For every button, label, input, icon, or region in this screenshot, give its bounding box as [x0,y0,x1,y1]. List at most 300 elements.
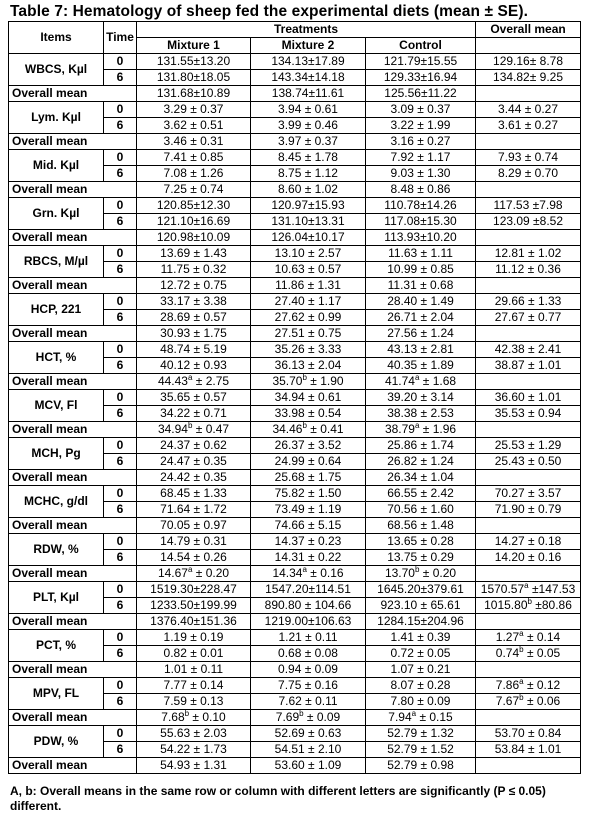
value-cell: 40.12 ± 0.93 [137,358,251,374]
overall-mean-value: 25.68 ± 1.75 [251,470,366,486]
table-row [9,54,581,70]
time-cell: 0 [104,630,137,646]
value-main: 14.34 [272,566,303,580]
value-cell: 3.62 ± 0.51 [137,118,251,134]
overall-mean-label: Overall mean [9,374,137,390]
overall-mean-row [9,470,581,486]
table-row [9,534,581,550]
value-cell: 143.34±14.18 [251,70,366,86]
overall-mean-value: 120.98±10.09 [137,230,251,246]
value-cell: 28.40 ± 1.49 [366,294,476,310]
overall-mean-cell [476,646,581,662]
time-cell: 0 [104,246,137,262]
value-se: ± 0.20 [419,566,457,580]
overall-mean-value: 1376.40±151.36 [137,614,251,630]
value-cell: 8.45 ± 1.78 [251,150,366,166]
value-main: 1570.57 [480,582,525,596]
value-cell: 131.55±13.20 [137,54,251,70]
overall-mean-value: 53.60 ± 1.09 [251,758,366,774]
value-cell: 34.94 ± 0.61 [251,390,366,406]
value-cell: 14.31 ± 0.22 [251,550,366,566]
header-control: Control [366,38,476,54]
value-se: ± 0.14 [523,630,561,644]
header-mixture-1: Mixture 1 [137,38,251,54]
value-cell: 70.56 ± 1.60 [366,502,476,518]
value-cell: 25.86 ± 1.74 [366,438,476,454]
overall-mean-row [9,326,581,342]
overall-mean-row [9,758,581,774]
overall-mean-value: 3.16 ± 0.27 [366,134,476,150]
table-row [9,438,581,454]
overall-mean-label: Overall mean [9,566,137,582]
significance-letter: a [414,373,420,382]
value-cell: 110.78±14.26 [366,198,476,214]
overall-mean-value: 24.42 ± 0.35 [137,470,251,486]
overall-mean-cell: 14.27 ± 0.18 [476,534,581,550]
overall-mean-cell: 38.87 ± 1.01 [476,358,581,374]
time-cell: 0 [104,390,137,406]
overall-mean-value: 3.97 ± 0.37 [251,134,366,150]
overall-mean-value: 27.51 ± 0.75 [251,326,366,342]
overall-mean-label: Overall mean [9,230,137,246]
empty-cell [476,662,581,678]
time-cell: 0 [104,438,137,454]
table-row [9,390,581,406]
value-cell: 28.69 ± 0.57 [137,310,251,326]
significance-letter: b [299,709,304,718]
empty-cell [476,614,581,630]
value-main: 38.79 [384,422,415,436]
overall-mean-row [9,134,581,150]
value-cell: 7.80 ± 0.09 [366,694,476,710]
overall-mean-cell: 3.61 ± 0.27 [476,118,581,134]
value-cell: 3.09 ± 0.37 [366,102,476,118]
value-cell: 7.59 ± 0.13 [137,694,251,710]
table-row [9,582,581,598]
value-se: ±80.86 [531,598,572,612]
overall-mean-value [366,710,476,726]
empty-cell [476,758,581,774]
value-main: 7.94 [388,710,412,724]
value-cell: 1.41 ± 0.39 [366,630,476,646]
time-cell: 6 [104,118,137,134]
overall-mean-cell: 29.66 ± 1.33 [476,294,581,310]
overall-mean-value: 126.04±10.17 [251,230,366,246]
value-cell: 134.13±17.89 [251,54,366,70]
significance-letter: b [414,565,420,574]
value-cell: 120.97±15.93 [251,198,366,214]
value-cell: 27.40 ± 1.17 [251,294,366,310]
value-cell: 1645.20±379.61 [366,582,476,598]
overall-mean-value: 8.60 ± 1.02 [251,182,366,198]
empty-cell [476,230,581,246]
value-cell: 8.07 ± 0.28 [366,678,476,694]
significance-letter: b [187,421,193,430]
overall-mean-value: 113.93±10.20 [366,230,476,246]
significance-letter: a [524,581,529,590]
time-cell: 6 [104,742,137,758]
overall-mean-value [137,422,251,438]
overall-mean-value: 26.34 ± 1.04 [366,470,476,486]
value-se: ±147.53 [528,582,576,596]
time-cell: 0 [104,294,137,310]
value-se: ± 0.05 [523,646,561,660]
header-items: Items [9,22,104,54]
empty-cell [476,134,581,150]
overall-mean-row [9,518,581,534]
value-cell: 10.63 ± 0.57 [251,262,366,278]
time-cell: 0 [104,102,137,118]
table-body [9,54,581,774]
overall-mean-label: Overall mean [9,422,137,438]
hematology-table [8,21,581,774]
value-se: ± 0.12 [523,678,561,692]
overall-mean-cell: 123.09 ±8.52 [476,214,581,230]
value-main: 1015.80 [484,598,528,612]
item-label: MCHC, g/dl [9,486,104,518]
overall-mean-label: Overall mean [9,278,137,294]
overall-mean-value: 12.72 ± 0.75 [137,278,251,294]
overall-mean-cell: 134.82± 9.25 [476,70,581,86]
value-cell: 27.62 ± 0.99 [251,310,366,326]
significance-letter: b [527,597,532,606]
value-se: ± 0.41 [306,422,344,436]
value-cell: 33.17 ± 3.38 [137,294,251,310]
value-cell: 24.99 ± 0.64 [251,454,366,470]
overall-mean-cell: 129.16± 8.78 [476,54,581,70]
item-label: MCH, Pg [9,438,104,470]
value-se: ± 0.06 [523,694,561,708]
overall-mean-row [9,374,581,390]
item-label: Lym. Kµl [9,102,104,134]
significance-letter: a [187,565,193,574]
overall-mean-cell: 12.81 ± 1.02 [476,246,581,262]
value-cell: 120.85±12.30 [137,198,251,214]
overall-mean-value: 131.68±10.89 [137,86,251,102]
empty-cell [476,86,581,102]
time-cell: 6 [104,310,137,326]
value-cell: 75.82 ± 1.50 [251,486,366,502]
overall-mean-cell: 25.43 ± 0.50 [476,454,581,470]
value-cell: 43.13 ± 2.81 [366,342,476,358]
value-cell: 55.63 ± 2.03 [137,726,251,742]
table-row [9,342,581,358]
value-se: ± 0.10 [189,710,226,724]
overall-mean-cell: 7.93 ± 0.74 [476,150,581,166]
value-main: 13.70 [384,566,415,580]
value-cell: 1.19 ± 0.19 [137,630,251,646]
time-cell: 0 [104,726,137,742]
value-cell: 35.26 ± 3.33 [251,342,366,358]
value-main: 7.68 [161,710,185,724]
overall-mean-row [9,662,581,678]
value-cell: 8.75 ± 1.12 [251,166,366,182]
value-se: ± 1.96 [419,422,457,436]
overall-mean-value: 68.56 ± 1.48 [366,518,476,534]
value-se: ± 0.09 [303,710,341,724]
value-cell: 14.37 ± 0.23 [251,534,366,550]
table-row [9,726,581,742]
table-row [9,102,581,118]
value-main: 34.94 [157,422,188,436]
header-time: Time [104,22,137,54]
overall-mean-value [251,566,366,582]
value-cell: 24.37 ± 0.62 [137,438,251,454]
overall-mean-value: 1.07 ± 0.21 [366,662,476,678]
overall-mean-label: Overall mean [9,86,137,102]
overall-mean-label: Overall mean [9,470,137,486]
overall-mean-value [366,422,476,438]
overall-mean-cell: 70.27 ± 3.57 [476,486,581,502]
value-main: 14.67 [157,566,188,580]
time-cell: 6 [104,358,137,374]
overall-mean-label: Overall mean [9,134,137,150]
empty-cell [476,566,581,582]
value-cell: 7.08 ± 1.26 [137,166,251,182]
header-mixture-2: Mixture 2 [251,38,366,54]
value-cell: 14.54 ± 0.26 [137,550,251,566]
value-cell: 0.82 ± 0.01 [137,646,251,662]
significance-letter: a [519,677,524,686]
overall-mean-cell: 11.12 ± 0.36 [476,262,581,278]
overall-mean-cell: 25.53 ± 1.29 [476,438,581,454]
significance-letter: b [519,693,524,702]
overall-mean-row [9,710,581,726]
item-label: Grn. Kµl [9,198,104,230]
overall-mean-value: 27.56 ± 1.24 [366,326,476,342]
value-main: 34.46 [272,422,303,436]
time-cell: 6 [104,598,137,614]
overall-mean-cell: 53.70 ± 0.84 [476,726,581,742]
value-cell: 3.22 ± 1.99 [366,118,476,134]
value-cell: 7.41 ± 0.85 [137,150,251,166]
value-cell: 13.10 ± 2.57 [251,246,366,262]
value-main: 41.74 [384,374,415,388]
time-cell: 0 [104,534,137,550]
overall-mean-value: 7.25 ± 0.74 [137,182,251,198]
value-cell: 0.72 ± 0.05 [366,646,476,662]
overall-mean-value [251,422,366,438]
value-se: ± 1.90 [306,374,344,388]
overall-mean-row [9,86,581,102]
overall-mean-cell: 53.84 ± 1.01 [476,742,581,758]
value-cell: 52.79 ± 1.32 [366,726,476,742]
time-cell: 0 [104,150,137,166]
table-row [9,678,581,694]
value-cell: 52.69 ± 0.63 [251,726,366,742]
overall-mean-value: 0.94 ± 0.09 [251,662,366,678]
value-cell: 131.80±18.05 [137,70,251,86]
time-cell: 6 [104,70,137,86]
time-cell: 0 [104,582,137,598]
overall-mean-value: 3.46 ± 0.31 [137,134,251,150]
item-label: PDW, % [9,726,104,758]
overall-mean-value: 1219.00±106.63 [251,614,366,630]
table-row [9,294,581,310]
time-cell: 6 [104,694,137,710]
value-cell: 7.92 ± 1.17 [366,150,476,166]
overall-mean-row [9,614,581,630]
overall-mean-cell [476,582,581,598]
value-cell: 10.99 ± 0.85 [366,262,476,278]
value-cell: 54.22 ± 1.73 [137,742,251,758]
empty-cell [476,182,581,198]
overall-mean-value: 125.56±11.22 [366,86,476,102]
overall-mean-cell [476,630,581,646]
overall-mean-row [9,230,581,246]
value-se: ± 1.68 [419,374,457,388]
significance-letter: a [414,421,420,430]
item-label: MCV, Fl [9,390,104,422]
value-se: ± 0.20 [192,566,230,580]
item-label: RBCS, M/µl [9,246,104,278]
table-row [9,150,581,166]
value-main: 35.70 [272,374,303,388]
item-label: PLT, Kµl [9,582,104,614]
overall-mean-value [137,374,251,390]
overall-mean-value [366,374,476,390]
value-cell: 54.51 ± 2.10 [251,742,366,758]
value-cell: 117.08±15.30 [366,214,476,230]
overall-mean-value [137,566,251,582]
footnote: A, b: Overall means in the same row or column with different letters are significantly (P ≤ 0.05) different. [10,784,546,813]
value-cell: 1233.50±199.99 [137,598,251,614]
item-label: PCT, % [9,630,104,662]
value-cell: 48.74 ± 5.19 [137,342,251,358]
value-cell: 26.37 ± 3.52 [251,438,366,454]
time-cell: 6 [104,214,137,230]
overall-mean-cell [476,694,581,710]
significance-letter: a [302,565,307,574]
value-cell: 11.75 ± 0.32 [137,262,251,278]
value-cell: 71.64 ± 1.72 [137,502,251,518]
value-cell: 36.13 ± 2.04 [251,358,366,374]
item-label: WBCS, Kµl [9,54,104,86]
value-cell: 35.65 ± 0.57 [137,390,251,406]
value-main: 7.86 [495,678,520,692]
item-label: RDW, % [9,534,104,566]
value-cell: 9.03 ± 1.30 [366,166,476,182]
table-row [9,630,581,646]
value-cell: 7.75 ± 0.16 [251,678,366,694]
time-cell: 0 [104,342,137,358]
overall-mean-value: 8.48 ± 0.86 [366,182,476,198]
time-cell: 0 [104,486,137,502]
empty-cell [476,518,581,534]
value-cell: 73.49 ± 1.19 [251,502,366,518]
table-row [9,246,581,262]
overall-mean-value: 1.01 ± 0.11 [137,662,251,678]
header-row-top [9,22,581,38]
value-cell: 34.22 ± 0.71 [137,406,251,422]
overall-mean-cell: 3.44 ± 0.27 [476,102,581,118]
value-cell: 0.68 ± 0.08 [251,646,366,662]
value-cell: 33.98 ± 0.54 [251,406,366,422]
overall-mean-row [9,182,581,198]
header-overall-blank [476,38,581,54]
value-cell: 890.80 ± 104.66 [251,598,366,614]
value-se: ± 0.47 [192,422,230,436]
time-cell: 6 [104,502,137,518]
value-cell: 3.29 ± 0.37 [137,102,251,118]
value-cell: 26.82 ± 1.24 [366,454,476,470]
overall-mean-cell: 36.60 ± 1.01 [476,390,581,406]
value-cell: 11.63 ± 1.11 [366,246,476,262]
value-cell: 7.62 ± 0.11 [251,694,366,710]
overall-mean-value [251,374,366,390]
value-cell: 39.20 ± 3.14 [366,390,476,406]
value-main: 1.27 [495,630,520,644]
value-cell: 52.79 ± 1.52 [366,742,476,758]
overall-mean-label: Overall mean [9,518,137,534]
overall-mean-label: Overall mean [9,662,137,678]
table-row [9,486,581,502]
empty-cell [476,326,581,342]
header-treatments: Treatments [137,22,476,38]
overall-mean-value [137,710,251,726]
value-main: 44.43 [157,374,188,388]
overall-mean-value [366,566,476,582]
significance-letter: a [187,373,193,382]
overall-mean-value: 30.93 ± 1.75 [137,326,251,342]
value-cell: 26.71 ± 2.04 [366,310,476,326]
significance-letter: b [302,421,307,430]
value-cell: 13.65 ± 0.28 [366,534,476,550]
overall-mean-value: 138.74±11.61 [251,86,366,102]
empty-cell [476,278,581,294]
overall-mean-value: 11.31 ± 0.68 [366,278,476,294]
value-cell: 38.38 ± 2.53 [366,406,476,422]
time-cell: 0 [104,678,137,694]
time-cell: 6 [104,454,137,470]
overall-mean-cell: 8.29 ± 0.70 [476,166,581,182]
time-cell: 6 [104,550,137,566]
overall-mean-cell: 42.38 ± 2.41 [476,342,581,358]
empty-cell [476,470,581,486]
value-cell: 129.33±16.94 [366,70,476,86]
time-cell: 6 [104,646,137,662]
overall-mean-label: Overall mean [9,326,137,342]
value-cell: 40.35 ± 1.89 [366,358,476,374]
significance-letter: b [519,645,524,654]
overall-mean-value: 74.66 ± 5.15 [251,518,366,534]
empty-cell [476,710,581,726]
value-cell: 923.10 ± 65.61 [366,598,476,614]
overall-mean-value: 1284.15±204.96 [366,614,476,630]
overall-mean-row [9,422,581,438]
value-cell: 3.99 ± 0.46 [251,118,366,134]
value-main: 7.69 [275,710,300,724]
empty-cell [476,422,581,438]
value-cell: 121.79±15.55 [366,54,476,70]
overall-mean-cell: 71.90 ± 0.79 [476,502,581,518]
value-cell: 1.21 ± 0.11 [251,630,366,646]
value-cell: 7.77 ± 0.14 [137,678,251,694]
table-row [9,198,581,214]
significance-letter: a [519,629,524,638]
overall-mean-row [9,566,581,582]
value-se: ± 2.75 [192,374,230,388]
item-label: HCT, % [9,342,104,374]
value-cell: 68.45 ± 1.33 [137,486,251,502]
value-cell: 3.94 ± 0.61 [251,102,366,118]
overall-mean-label: Overall mean [9,710,137,726]
overall-mean-row [9,278,581,294]
overall-mean-value: 70.05 ± 0.97 [137,518,251,534]
overall-mean-value: 54.93 ± 1.31 [137,758,251,774]
significance-letter: a [411,709,417,718]
value-cell: 121.10±16.69 [137,214,251,230]
